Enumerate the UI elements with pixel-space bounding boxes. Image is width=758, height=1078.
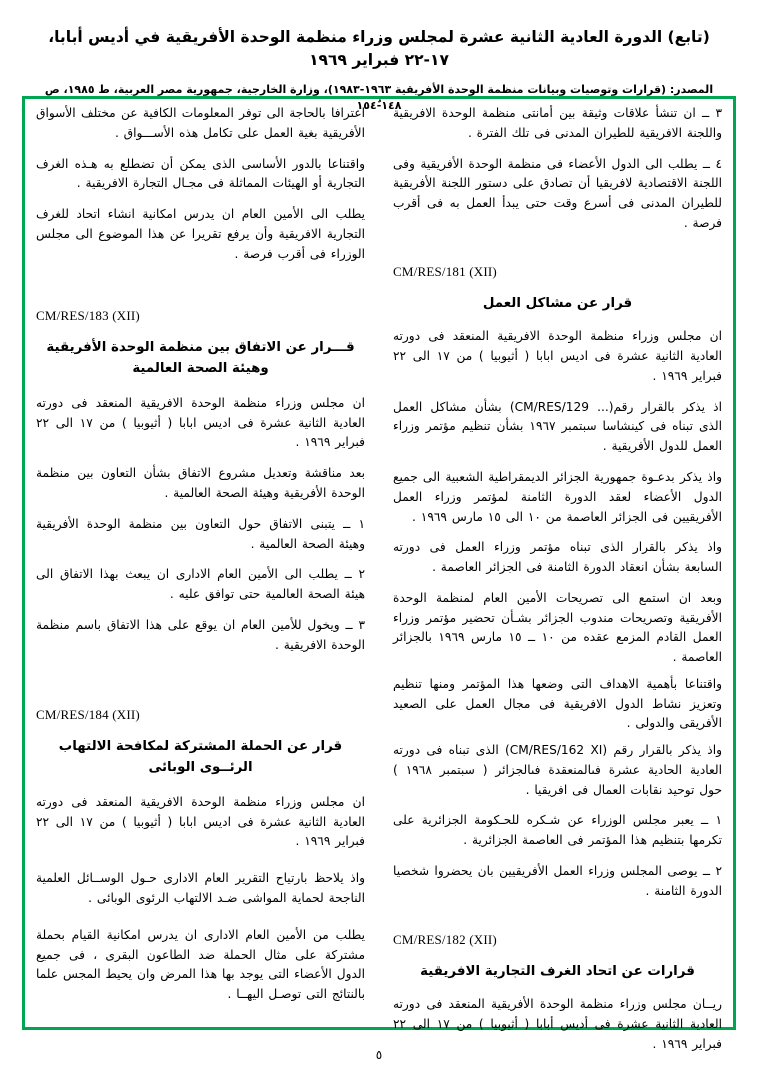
paragraph: يطلب الى الأمين العام ان يدرس امكانية انشاء اتحاد للغرف التجارية الافريقية وأن يرفع تقريرا عن هذا الموضوع الى مجلس الوزراء فى أقرب فرصة . [36,207,365,261]
paragraph: واذ يذكر بدعـوة جمهورية الجزائر الديمقراطية الشعبية الى جميع الدول الأعضاء لعقد الدورة الثامنة لمؤتمر وزراء العمل الأفريقيين فى الجزائر العاصمة من ١٠ الى ١٥ مارس ١٩٦٩ . [393,470,722,524]
resolution-id: CM/RES/183 (XII) [36,308,140,324]
resolution-title: قرار عن الحملة المشتركة لمكافحة الالتهاب الرئــوى الوبائى [58,739,343,776]
resolution-id: CM/RES/181 (XII) [393,263,497,279]
paragraph: ان مجلس وزراء منظمة الوحدة الافريقية المنعقد فى دورته العادية الثانية عشرة فى اديس ابابا ( أثيوبيا ) من ١٧ الى ٢٢ فبراير ١٩٦٩ . [36,794,365,849]
paragraph: ٢ ــ يوصى المجلس وزراء العمل الأفريقيين بان يحضروا شخصيا الدورة الثامنة . [393,864,722,898]
spacer [36,666,365,688]
paragraph: بعد مناقشة وتعديل مشروع الاتفاق بشأن التعاون بين منظمة الوحدة الأفريقية وهيئة الصحة العالمية . [36,466,365,500]
paragraph: واذ يذكر بالقرار رقم (CM/RES/162 XI) الذى تبناه فى دورته العادية الحادية عشرة فىالمنعقدة فىالجزائر ( سبتمبر ١٩٦٨ ) حول توحيد نقابات العمال فى افريقيا . [393,743,722,797]
resolution-title: قـــرار عن الاتفاق بين منظمة الوحدة الأفريقية وهيئة الصحة العالمية [46,340,355,377]
left-column [36,104,365,1022]
page-number: ٥ [375,1048,383,1062]
paragraph: وبعد ان استمع الى تصريحات الأمين العام لمنظمة الوحدة الأفريقية وتصريحات مندوب الجزائر بشـأن تحضير مؤتمر وزراء العمل القادم المزمع عقده من ١٠ ــ ١٥ مارس ١٩٦٩ بالجزائر العاصمة . [393,590,722,665]
resolution-title: قرارات عن اتحاد الغرف التجارية الافريقية [420,963,695,979]
paragraph: ان مجلس وزراء منظمة الوحدة الافريقية المنعقد فى دورته العادية الثانية عشرة فى اديس ابابا ( أثيوبيا ) من ١٧ الى ٢٢ فبراير ١٩٦٩ . [393,329,722,383]
two-column-body [36,104,722,1051]
header-title: (تابع) الدورة العادية الثانية عشرة لمجلس وزراء منظمة الوحدة الأفريقية في أديس أبابا، ١٧-٢٢ فبراير ١٩٦٩ [48,28,710,70]
paragraph: ٤ ــ يطلب الى الدول الأعضاء فى منظمة الوحدة الأفريقية وفى اللجنة الاقتصادية لافريقيا أن تصادق على دستور اللجنة الأفريقية للطيران المدنى فى أسرع وقت حتى يبدأ العمل به فى أقرب فرصة . [393,156,722,230]
paragraph: واذ يذكر بالقرار الذى تبناه مؤتمر وزراء العمل فى دورته السابعة بشأن انعقاد الدورة الثامنة فى الجزائر العاصمة . [393,540,722,575]
paragraph: ان مجلس وزراء منظمة الوحدة الافريقية المنعقد فى دورته العادية الثانية عشرة فى اديس ابابا ( أثيوبيا ) من ١٧ الى ٢٢ فبراير ١٩٦٩ . [36,395,365,450]
resolution-id: CM/RES/182 (XII) [393,931,497,947]
paragraph: ٣ ــ ان تنشأ علاقات وثيقة بين أمانتى منظمة الوحدة الافريقية واللجنة الافريقية للطيران المدنى فى تلك الفترة . [393,106,722,140]
paragraph: ٣ ــ ويخول للأمين العام ان يوقع على هذا الاتفاق باسم منظمة الوحدة الافريقية . [36,617,365,652]
paragraph: اذ يذكر بالقرار رقم(... CM/RES/129) بشأن مشاكل العمل الذى تبناه فى كينشاسا سبتمبر ١٩٦٧ بشأن تنظيم مؤتمر وزراء العمل للدول الأفريقية . [393,399,722,454]
spacer [36,275,365,289]
paragraph: واقتناعا بأهمية الاهداف التى وضعها هذا المؤتمر ومنها تنظيم وتعزيز نشاط الدول الافريقية فى مجال العمل على الصعيد الأفريقى والدولى . [393,676,722,731]
paragraph: ١ ــ يتبنى الاتفاق حول التعاون بين منظمة الوحدة الأفريقية وهيئة الصحة العالمية . [36,516,365,551]
paragraph: اعترافا بالحاجة الى توفر المعلومات الكافية عن مختلف الأسواق الأفريقية بغية العمل على تكامل هذه الأســـواق . [36,106,365,140]
paragraph: ١ ــ يعبر مجلس الوزراء عن شـكره للحـكومة الجزائرية على تكرمها بتنظيم هذا المؤتمر فى العاصمة الجزائرية . [393,813,722,848]
resolution-title: قرار عن مشاكل العمل [482,295,633,311]
header-source: المصدر: (قرارات وتوصيات وبيانات منظمة الوحدة الأفريقية ١٩٦٣-١٩٨٣)، وزارة الخارجية، جمهورية مصر العربية، ط ١٩٨٥، ص ١٤٨-١٥٤ٌ [44,82,714,112]
paragraph: واقتناعا بالدور الأساسى الذى يمكن أن تضطلع به هـذه الغرف التجارية أو الهيئات المماثلة فى مجـال التجارة الافريقية . [36,156,365,191]
right-column [393,104,722,1051]
paragraph: يطلب من الأمين العام الادارى ان يدرس امكانية القيام بحملة مشتركة على مثال الحملة ضد الطاعون البقرى ، فى جميع الدول الأعضاء التى يوجد بها هذا المرض وان يحيط المجس علما بالنتائج التى توصـل اليهــا . [36,927,365,1002]
paragraph: واذ يلاحظ بارتياح التقرير العام الادارى حـول الوســائل العلمية الناجحة لحماية المواشى ضـد الالتهاب الرئوى الوبائى . [36,871,365,905]
paragraph: ريــان مجلس وزراء منظمة الوحدة الأفريقية المنعقد فى دورته العادية الثانية عشرة فى أديس أبابا ( أثيوبيا ) من ١٧ الى ٢٢ فبراير ١٩٦٩ . [393,997,722,1051]
resolution-id: CM/RES/184 (XII) [36,707,140,723]
paragraph: ٢ ــ يطلب الى الأمين العام الادارى ان يبعث بهذا الاتفاق الى هيئة الصحة العالمية حتى توافق عليه . [36,567,365,602]
